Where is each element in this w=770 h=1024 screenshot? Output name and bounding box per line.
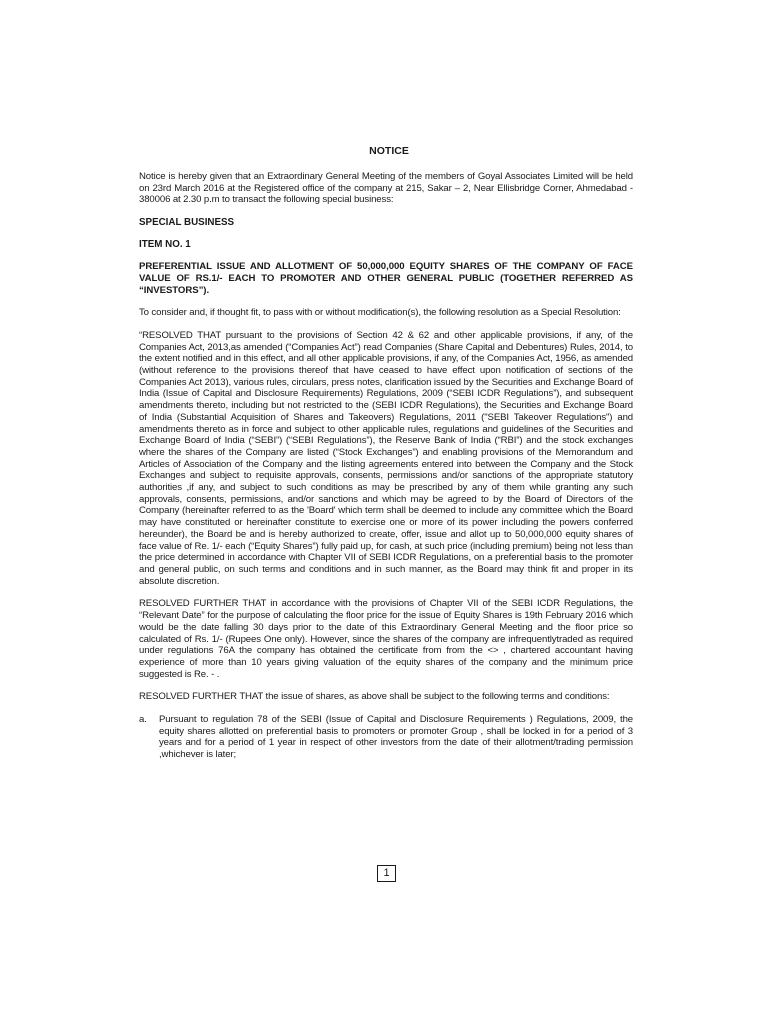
- resolution-paragraph-2: RESOLVED FURTHER THAT in accordance with the provisions of Chapter VII of the SEBI ICDR Regulations, the “Relevant Date” for the purpose of calculating the floor price for the issue of Equity Shares is 19th February 2016 which would be the date falling 30 days prior to the date of this Extraordinary General Meeting and the floor price so calculated of Rs. 1/- (Rupees One only). However, since the shares of the company are infrequentlytraded as required under regulations 76A the company has obtained the certificate from from the <> , chartered accountant having experience of more than 10 years giving valuation of the equity shares of the company and the minimum price suggested is Re. - .: [139, 598, 633, 680]
- list-item-text: Pursuant to regulation 78 of the SEBI (Issue of Capital and Disclosure Requirements ) Regulations, 2009, the equity shares allotted on preferential basis to promoters or promoter Group , shall be locked in for a period of 3 years and for a period of 1 year in respect of other investors from the date of their allotment/trading permission ,whichever is later;: [159, 714, 633, 761]
- item-number-heading: ITEM NO. 1: [139, 239, 191, 251]
- notice-intro: Notice is hereby given that an Extraordinary General Meeting of the members of Goyal Associates Limited will be held on 23rd March 2016 at the Registered office of the company at 215, Sakar – 2, Near Ellisbridge Corner, Ahmedabad - 380006 at 2.30 p.m to transact the following special business:: [139, 171, 633, 206]
- terms-list-item: [139, 714, 633, 761]
- resolution-paragraph-3: RESOLVED FURTHER THAT the issue of shares, as above shall be subject to the following terms and conditions:: [139, 691, 610, 703]
- notice-document: [139, 145, 633, 761]
- item-title: PREFERENTIAL ISSUE AND ALLOTMENT OF 50,000,000 EQUITY SHARES OF THE COMPANY OF FACE VALUE OF RS.1/- EACH TO PROMOTER AND OTHER GENERAL PUBLIC (TOGETHER REFERRED AS “INVESTORS”).: [139, 261, 633, 296]
- resolution-paragraph-1: “RESOLVED THAT pursuant to the provisions of Section 42 & 62 and other applicable provisions, if any, of the Companies Act, 2013,as amended (“Companies Act”) read Companies (Share Capital and Debentures) Rules, 2014, to the extent notified and in this effect, and all other applicable provisions, if any, of the Companies Act, 1956, as amended (without reference to the provisions thereof that have ceased to have effect upon notification of sections of the Companies Act 2013), various rules, circulars, press notes, clarification issued by the Securities and Exchange Board of India (Issue of Capital and Disclosure Requirements) Regulations, 2009 (“SEBI ICDR Regulations”), and subsequent amendments thereto, including but not restricted to the (SEBI ICDR Regulations), the Securities and Exchange Board of India (Substantial Acquisition of Shares and Takeovers) Regulations, 2011 ("SEBI Takeover Regulations") and amendments thereto as in force and subject to other applicable rules, regulations and guidelines of the Securities and Exchange Board of India (“SEBI”) (“SEBI Regulations”), the Reserve Bank of India (“RBI”) and the stock exchanges where the shares of the Company are listed (“Stock Exchanges”) and enabling provisions of the Memorandum and Articles of Association of the Company and the listing agreements entered into between the Company and the Stock Exchanges and subject to requisite approvals, consents, permissions and/or sanctions of the appropriate statutory authorities ,if any, and subject to such conditions as may be prescribed by any of them while granting any such approvals, consents, permissions, and/or sanctions and which may be agreed to by the Board of Directors of the Company (hereinafter referred to as the 'Board' which term shall be deemed to include any committee which the Board may have constituted or hereinafter constitute to exercise one or more of its power including the powers conferred hereunder), the Board be and is hereby authorized to create, offer, issue and allot up to 50,000,000 equity shares of face value of Re. 1/- each (“Equity Shares”) fully paid up, for cash, at such price (including premium) being not less than the price determined in accordance with Chapter VII of SEBI ICDR Regulations, on a preferential basis to the promoter and general public, on such terms and conditions and in such manner, as the Board may think fit and proper in its absolute discretion.: [139, 329, 633, 587]
- notice-title: NOTICE: [369, 145, 409, 157]
- special-business-heading: SPECIAL BUSINESS: [139, 217, 235, 229]
- page-number: 1: [377, 865, 396, 882]
- list-marker: a.: [139, 714, 147, 726]
- consider-paragraph: To consider and, if thought fit, to pass with or without modification(s), the following resolution as a Special Resolution:: [139, 307, 621, 319]
